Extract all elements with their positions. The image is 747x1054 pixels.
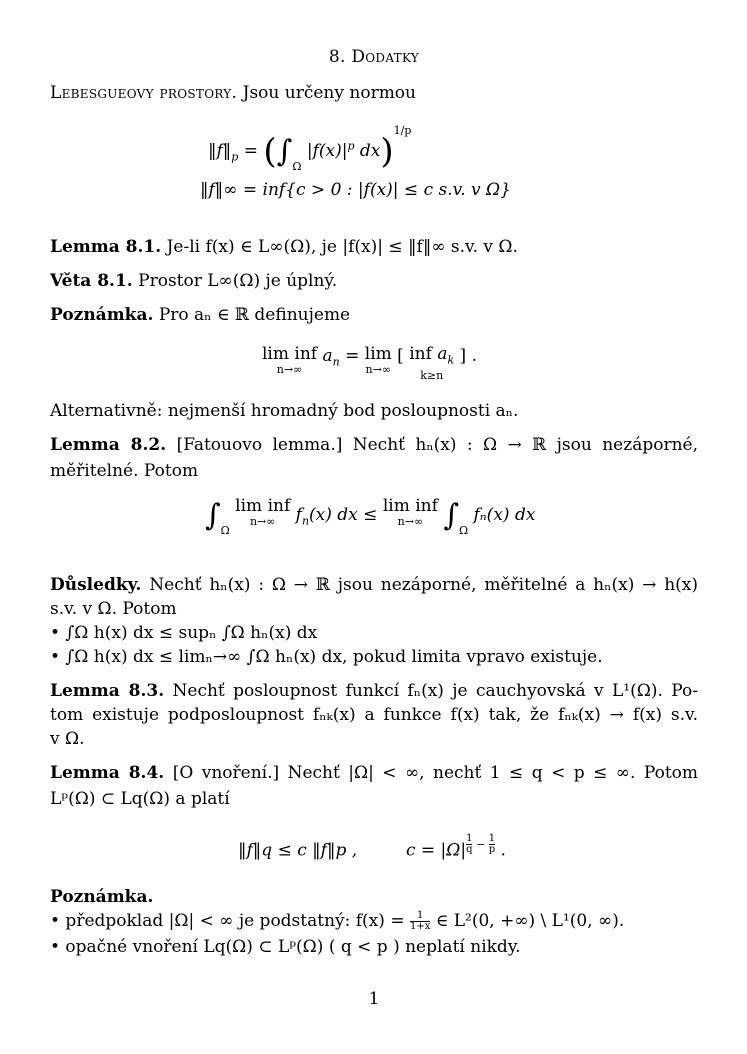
fatou-liminf-1: lim inf n→∞	[235, 496, 291, 528]
lemma-8-3-text1: Nechť posloupnost funkcí fₙ(x) je cauchyovská v L¹(Ω). Po-	[172, 681, 698, 701]
remark-frac: $\frac{1}{1+x}$	[409, 910, 431, 932]
remark-1	[50, 304, 698, 326]
theorem-8-1-text: Prostor L∞(Ω) je úplný.	[138, 271, 338, 291]
page-header: 8. Dodatky	[328, 47, 420, 67]
remark-2-bullet-1-a: • předpoklad |Ω| < ∞ je podstatný: f(x) =	[50, 911, 405, 931]
lim-stack: lim n→∞	[364, 344, 392, 376]
fatou-rhs: fₙ(x) dx	[473, 505, 536, 525]
right-paren: )	[380, 131, 394, 172]
fatou-under-2: n→∞	[397, 515, 424, 528]
fatou-formula: $\int_\Omega$ lim inf n→∞ $f_n(x)$ dx ≤ lim inf n→∞ $\int_\Omega$ fₙ(x) dx	[205, 496, 536, 537]
inf-under: k≥n	[420, 369, 444, 383]
lemma-8-3-line1	[50, 680, 698, 702]
integral-sign-left: ∫	[205, 498, 221, 533]
left-paren: (	[263, 131, 277, 172]
alternative-text: Alternativně: nejmenší hromadný bod posloupnosti aₙ.	[50, 401, 519, 421]
lemma-8-4-line2: Lᵖ(Ω) ⊂ Lq(Ω) a platí	[50, 789, 230, 809]
liminf-definition: lim inf n→∞ $a_n = \lim$ n→∞ [ inf $a_k$ k≥n ] .	[262, 344, 477, 383]
lemma-8-1-label: Lemma 8.1.	[50, 237, 162, 257]
embedding-lhs: ‖f‖q ≤ c ‖f‖p ,	[238, 840, 358, 861]
exp-frac-p: $\frac{1}{p}$	[488, 833, 496, 855]
integrand: |f(x)|	[306, 141, 348, 161]
liminf-end: .	[471, 346, 477, 366]
norm-p-exponent: 1/p	[393, 124, 412, 137]
remark-2-bullet-1-b: ∈ L²(0, +∞) \ L¹(0, ∞).	[435, 911, 625, 931]
integral-sign-right: ∫	[443, 498, 459, 533]
fatou-under-1: n→∞	[249, 515, 276, 528]
liminf-stack: lim inf n→∞	[262, 344, 318, 376]
lemma-8-4-line1	[50, 762, 698, 784]
section-heading	[50, 82, 698, 104]
lemma-8-4-label: Lemma 8.4.	[50, 763, 165, 783]
section-intro: Jsou určeny normou	[242, 83, 416, 103]
inf-stack: inf $a_k$ k≥n	[409, 344, 455, 383]
remark-2-bullet-1	[50, 910, 698, 932]
differential: dx	[359, 141, 381, 161]
theorem-8-1	[50, 270, 698, 292]
corollary-bullet-2: • ∫Ω h(x) dx ≤ limₙ→∞ ∫Ω hₙ(x) dx, pokud limita vpravo existuje.	[50, 647, 603, 667]
lemma-8-2-line1	[50, 434, 698, 456]
page-number: 1	[368, 989, 380, 1009]
exp-frac-q: $\frac{1}{q}$	[466, 833, 473, 855]
lemma-8-2-label: Lemma 8.2.	[50, 435, 167, 455]
integral-domain: Ω	[292, 160, 302, 173]
theorem-8-1-label: Věta 8.1.	[50, 271, 133, 291]
lemma-8-2-text1: [Fatouovo lemma.] Nechť hₙ(x) : Ω → ℝ jsou nezáporné,	[176, 435, 698, 455]
norm-p-sub: p	[231, 150, 239, 164]
remark-2-bullet-2: • opačné vnoření Lq(Ω) ⊂ Lᵖ(Ω) ( q < p ) neplatí nikdy.	[50, 937, 521, 957]
norm-p-lhs: ‖f‖	[208, 141, 232, 161]
corollary-line1	[50, 574, 698, 596]
corollary-text1: Nechť hₙ(x) : Ω → ℝ jsou nezáporné, měřitelné a hₙ(x) → h(x)	[149, 575, 699, 595]
lemma-8-3-line3: v Ω.	[50, 729, 85, 749]
fatou-liminf-2: lim inf n→∞	[382, 496, 438, 528]
corollary-label: Důsledky.	[50, 575, 142, 595]
fatou-domain-left: Ω	[220, 524, 230, 537]
corollary-bullet-1: • ∫Ω h(x) dx ≤ supₙ ∫Ω hₙ(x) dx	[50, 623, 318, 643]
norm-inf-text: ‖f‖∞ = inf{c > 0 : |f(x)| ≤ c s.v. v Ω}	[200, 180, 511, 200]
embedding-end: .	[500, 840, 506, 861]
norm-inf-formula	[200, 180, 511, 200]
norm-p-eq: =	[243, 141, 258, 161]
norm-p-formula	[208, 124, 411, 173]
lemma-8-1-text: Je-li f(x) ∈ L∞(Ω), je |f(x)| ≤ ‖f‖∞ s.v. v Ω.	[166, 237, 518, 257]
corollary-line2: s.v. v Ω. Potom	[50, 599, 177, 619]
remark-1-text: Pro aₙ ∈ ℝ definujeme	[158, 305, 351, 325]
integral-sign: ∫	[276, 134, 293, 169]
integrand-power: p	[347, 139, 355, 153]
remark-2-label: Poznámka.	[50, 887, 154, 907]
remark-1-label: Poznámka.	[50, 305, 154, 325]
embedding-rhs: c = |Ω|	[405, 840, 467, 861]
section-title: Lebesgueovy prostory.	[50, 83, 238, 103]
embedding-formula: ‖f‖q ≤ c ‖f‖p , c = |Ω| $^{\frac{1}{q} - \frac{1}{p}}$ .	[238, 833, 506, 861]
lemma-8-4-text1: [O vnoření.] Nechť |Ω| < ∞, nechť 1 ≤ q < p ≤ ∞. Potom	[172, 763, 699, 783]
lemma-8-3-label: Lemma 8.3.	[50, 681, 165, 701]
liminf-under: n→∞	[276, 363, 303, 376]
lemma-8-1	[50, 236, 698, 258]
lim-under: n→∞	[365, 363, 392, 376]
lemma-8-2-line2: měřitelné. Potom	[50, 461, 199, 481]
lemma-8-3-line2: tom existuje podposloupnost fₙₖ(x) a funkce f(x) tak, že fₙₖ(x) → f(x) s.v.	[50, 705, 698, 725]
fatou-domain-right: Ω	[458, 524, 469, 537]
